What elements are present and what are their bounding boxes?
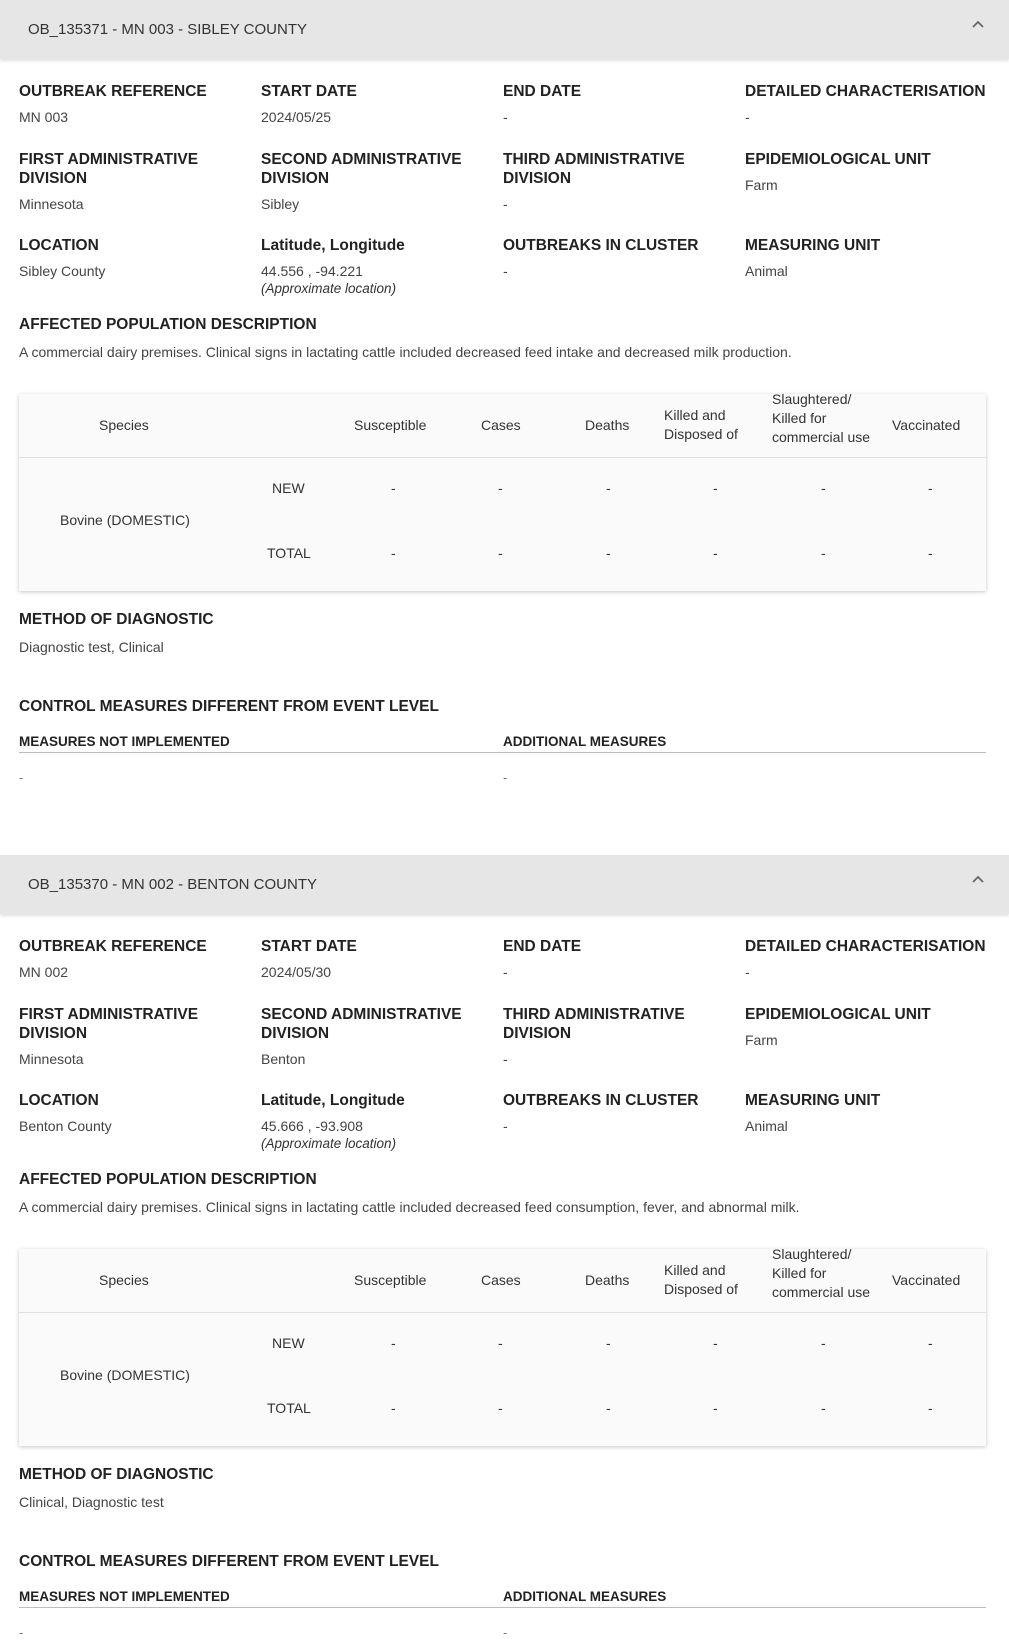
field-value: MN 003 [19,109,69,125]
header-slaughtered-text: Slaughtered/ Killed for commercial use [772,1249,871,1300]
field-label: THIRD ADMINISTRATIVE DIVISION [503,151,685,187]
outbreak-reference-field [19,937,249,981]
total-slaughtered: - [821,1400,826,1416]
field-label: START DATE [261,938,357,955]
field-value: - [503,964,508,980]
affected-population-label: AFFECTED POPULATION DESCRIPTION [19,1171,317,1188]
field-label: Latitude, Longitude [261,237,405,254]
total-killed-disposed: - [713,545,718,561]
lat-long-field [261,236,491,298]
header-killed-disposed: Killed and Disposed of [664,407,738,442]
field-label: SECOND ADMINISTRATIVE DIVISION [261,151,462,187]
affected-population-text: A commercial dairy premises. Clinical signs in lactating cattle included decreased feed intake and decreased milk production. [19,344,792,360]
row-label-new: NEW [272,480,305,496]
control-measures-label: CONTROL MEASURES DIFFERENT FROM EVENT LEVEL [19,698,439,715]
outbreak-reference-field [19,82,249,126]
field-label: END DATE [503,938,582,955]
field-value: - [503,1051,508,1067]
header-deaths: Deaths [585,1272,630,1288]
total-susceptible: - [391,545,396,561]
field-value: 2024/05/30 [261,964,332,980]
affected-population-label: AFFECTED POPULATION DESCRIPTION [19,316,317,333]
location-field [19,1091,249,1135]
additional-measures-header: ADDITIONAL MEASURES [503,734,667,749]
epi-unit-field [745,1005,975,1049]
new-susceptible: - [391,480,396,496]
field-label: EPIDEMIOLOGICAL UNIT [745,151,931,168]
new-killed-disposed: - [713,480,718,496]
divider [19,752,986,753]
lat-long-field [261,1091,491,1153]
measures-not-implemented-value: - [19,1625,24,1640]
measures-not-implemented-value: - [19,770,24,785]
measuring-unit-field [745,236,975,280]
field-label: THIRD ADMINISTRATIVE DIVISION [503,1006,685,1042]
field-label: SECOND ADMINISTRATIVE DIVISION [261,1006,462,1042]
field-value: Sibley County [19,263,106,279]
field-value: Animal [745,263,788,279]
field-value: - [745,964,750,980]
field-label: OUTBREAKS IN CLUSTER [503,237,699,254]
second-admin-field [261,1005,476,1068]
field-label: DETAILED CHARACTERISATION [745,83,986,100]
method-of-diagnostic-value: Clinical, Diagnostic test [19,1494,164,1510]
epi-unit-field [745,150,975,194]
outbreak-header[interactable] [0,0,1009,59]
field-label: DETAILED CHARACTERISATION [745,938,986,955]
third-admin-field [503,150,718,213]
method-of-diagnostic-label: METHOD OF DIAGNOSTIC [19,1466,214,1483]
row-label-new: NEW [272,1335,305,1351]
field-label: OUTBREAKS IN CLUSTER [503,1092,699,1109]
field-label: END DATE [503,83,582,100]
field-label: MEASURING UNIT [745,1092,881,1109]
new-cases: - [498,1335,503,1351]
start-date-field [261,82,491,126]
header-susceptible: Susceptible [354,417,427,433]
new-vaccinated: - [928,1335,933,1351]
field-label: FIRST ADMINISTRATIVE DIVISION [19,151,199,187]
field-value: Farm [745,177,778,193]
header-deaths: Deaths [585,417,630,433]
total-cases: - [498,1400,503,1416]
divider [19,1607,986,1608]
new-deaths: - [606,1335,611,1351]
approximate-location-note: (Approximate location) [261,281,397,296]
total-deaths: - [606,1400,611,1416]
field-label: FIRST ADMINISTRATIVE DIVISION [19,1006,199,1042]
field-label: OUTBREAK REFERENCE [19,83,207,100]
field-value: - [503,109,508,125]
header-slaughtered-text: Slaughtered/ Killed for commercial use [772,394,871,445]
new-susceptible: - [391,1335,396,1351]
detailed-characterisation-field [745,82,1005,126]
header-killed-disposed: Killed and Disposed of [664,1262,738,1297]
species-name: Bovine (DOMESTIC) [60,512,190,528]
start-date-field [261,937,491,981]
chevron-up-icon[interactable] [969,16,987,34]
outbreaks-in-cluster-field [503,1091,733,1135]
field-value: Benton [261,1051,306,1067]
outbreak-header[interactable] [0,855,1009,914]
method-of-diagnostic-label: METHOD OF DIAGNOSTIC [19,611,214,628]
species-table [19,1249,986,1446]
measures-not-implemented-header: MEASURES NOT IMPLEMENTED [19,1589,230,1604]
third-admin-field [503,1005,718,1068]
additional-measures-value: - [503,1625,508,1640]
chevron-up-icon[interactable] [969,871,987,889]
outbreaks-in-cluster-field [503,236,733,280]
field-value: Benton County [19,1118,112,1134]
affected-population-text: A commercial dairy premises. Clinical signs in lactating cattle included decreased feed consumption, fever, and abnormal milk. [19,1199,800,1215]
field-value: 45.666 , -93.908 [261,1118,363,1134]
outbreak-title: OB_135370 - MN 002 - BENTON COUNTY [28,876,317,893]
measures-not-implemented-header: MEASURES NOT IMPLEMENTED [19,734,230,749]
total-killed-disposed: - [713,1400,718,1416]
detailed-characterisation-field [745,937,1005,981]
total-vaccinated: - [928,1400,933,1416]
field-value: Sibley [261,196,300,212]
outbreak-card [0,855,1009,1651]
total-cases: - [498,545,503,561]
first-admin-field [19,150,234,213]
field-value: - [503,1118,508,1134]
new-vaccinated: - [928,480,933,496]
header-species: Species [99,1272,149,1288]
field-value: Minnesota [19,196,84,212]
row-label-total: TOTAL [267,1400,311,1416]
table-header-row [19,1249,986,1313]
field-label: LOCATION [19,1092,99,1109]
header-cases: Cases [481,417,521,433]
header-susceptible: Susceptible [354,1272,427,1288]
second-admin-field [261,150,476,213]
total-vaccinated: - [928,545,933,561]
new-killed-disposed: - [713,1335,718,1351]
total-susceptible: - [391,1400,396,1416]
field-value: Farm [745,1032,778,1048]
field-value: 2024/05/25 [261,109,332,125]
header-species: Species [99,417,149,433]
field-label: START DATE [261,83,357,100]
header-vaccinated: Vaccinated [892,1272,961,1288]
field-value: MN 002 [19,964,69,980]
new-slaughtered: - [821,480,826,496]
field-value: 44.556 , -94.221 [261,263,363,279]
species-name: Bovine (DOMESTIC) [60,1367,190,1383]
method-of-diagnostic-value: Diagnostic test, Clinical [19,639,164,655]
measuring-unit-field [745,1091,975,1135]
first-admin-field [19,1005,234,1068]
field-label: MEASURING UNIT [745,237,881,254]
additional-measures-value: - [503,770,508,785]
field-label: Latitude, Longitude [261,1092,405,1109]
end-date-field [503,82,733,126]
header-vaccinated: Vaccinated [892,417,961,433]
field-value: - [503,263,508,279]
field-value: Animal [745,1118,788,1134]
new-slaughtered: - [821,1335,826,1351]
field-value: Minnesota [19,1051,84,1067]
approximate-location-note: (Approximate location) [261,1136,397,1151]
location-field [19,236,249,280]
new-deaths: - [606,480,611,496]
header-slaughtered [772,394,872,458]
additional-measures-header: ADDITIONAL MEASURES [503,1589,667,1604]
table-header-row [19,394,986,458]
end-date-field [503,937,733,981]
outbreak-title: OB_135371 - MN 003 - SIBLEY COUNTY [28,21,308,38]
total-deaths: - [606,545,611,561]
header-cases: Cases [481,1272,521,1288]
field-value: - [503,196,508,212]
field-label: LOCATION [19,237,99,254]
field-label: EPIDEMIOLOGICAL UNIT [745,1006,931,1023]
total-slaughtered: - [821,545,826,561]
control-measures-label: CONTROL MEASURES DIFFERENT FROM EVENT LEVEL [19,1553,439,1570]
species-table [19,394,986,591]
header-slaughtered [772,1249,872,1313]
new-cases: - [498,480,503,496]
row-label-total: TOTAL [267,545,311,561]
field-label: OUTBREAK REFERENCE [19,938,207,955]
field-value: - [745,109,750,125]
